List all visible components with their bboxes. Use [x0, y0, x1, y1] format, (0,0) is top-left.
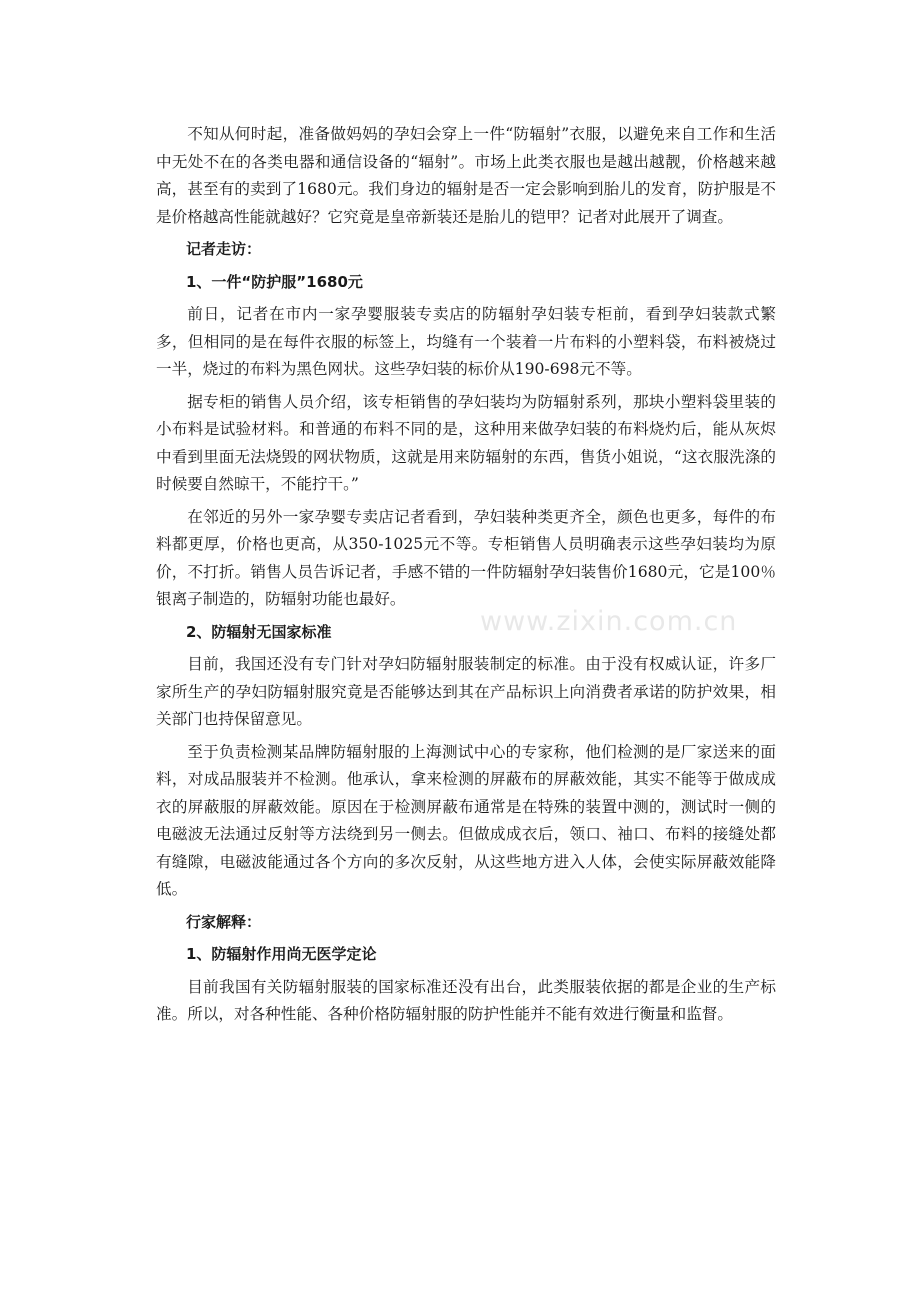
- article-body: [156, 121, 776, 1034]
- paragraph-no-standard: 目前，我国还没有专门针对孕妇防辐射服装制定的标准。由于没有权威认证，许多厂家所生产的孕妇防辐射服究竟是否能够达到其在产品标识上向消费者承诺的防护效果，相关部门也持保留意见。: [156, 655, 776, 728]
- paragraph-sales-introduction: 据专柜的销售人员介绍，该专柜销售的孕妇装均为防辐射系列，那块小塑料袋里装的小布料是试验材料。和普通的布料不同的是，这种用来做孕妇装的布料烧灼后，能从灰烬中看到里面无法烧毁的网状物质，这就是用来防辐射的东西，售货小姐说，“这衣服洗涤的时候要自然晾干，不能拧干。”: [156, 392, 776, 493]
- section-heading-expert-explanation: 行家解释：: [186, 912, 262, 931]
- watermark: www.zixin.com.cn: [480, 606, 738, 637]
- intro-paragraph: 不知从何时起，准备做妈妈的孕妇会穿上一件“防辐射”衣服，以避免来自工作和生活中无处不在的各类电器和通信设备的“辐射”。市场上此类衣服也是越出越靓，价格越来越高，甚至有的卖到了1680元。我们身边的辐射是否一定会影响到胎儿的发育，防护服是不是价格越高性能就越好？它究竟是皇帝新装还是胎儿的铠甲？记者对此展开了调查。: [156, 125, 776, 226]
- subheading-no-national-standard: 2、防辐射无国家标准: [186, 622, 332, 641]
- section-heading-reporter-visit: 记者走访：: [186, 240, 262, 258]
- paragraph-expert-testing: 至于负责检测某品牌防辐射服的上海测试中心的专家称，他们检测的是厂家送来的面料，对成品服装并不检测。他承认，拿来检测的屏蔽布的屏蔽效能，其实不能等于做成成衣的屏蔽服的屏蔽效能。原因在于检测屏蔽布通常是在特殊的装置中测的，测试时一侧的电磁波无法通过反射等方法绕到另一侧去。但做成成衣后，领口、袖口、布料的接缝处都有缝隙，电磁波能通过各个方向的多次反射，从这些地方进入人体，会使实际屏蔽效能降低。: [156, 742, 776, 898]
- subheading-protective-suit-price: 1、一件“防护服”1680元: [186, 272, 363, 291]
- subheading-no-medical-conclusion: 1、防辐射作用尚无医学定论: [186, 945, 377, 963]
- paragraph-enterprise-standard: 目前我国有关防辐射服装的国家标准还没有出台，此类服装依据的都是企业的生产标准。所以，对各种性能、各种价格防辐射服的防护性能并不能有效进行衡量和监督。: [156, 977, 776, 1023]
- paragraph-second-store: 在邻近的另外一家孕婴专卖店记者看到，孕妇装种类更齐全，颜色也更多，每件的布料都更厚，价格也更高，从350-1025元不等。专柜销售人员明确表示这些孕妇装均为原价，不打折。销售人员告诉记者，手感不错的一件防辐射孕妇装售价1680元，它是100％银离子制造的，防辐射功能也最好。: [156, 507, 776, 608]
- paragraph-store-visit: 前日，记者在市内一家孕婴服装专卖店的防辐射孕妇装专柜前，看到孕妇装款式繁多，但相同的是在每件衣服的标签上，均缝有一个装着一片布料的小塑料袋，布料被烧过一半，烧过的布料为黑色网状。这些孕妇装的标价从190-698元不等。: [156, 305, 776, 378]
